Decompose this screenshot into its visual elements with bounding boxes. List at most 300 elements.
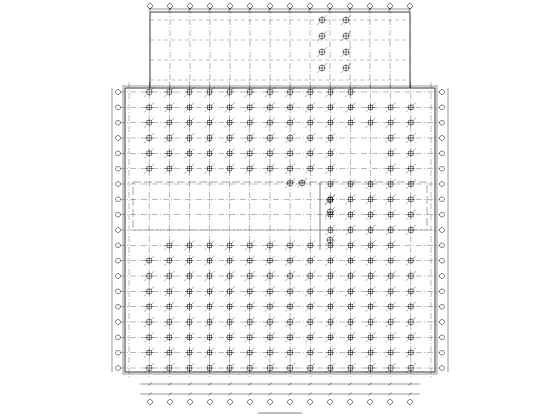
axis-bubble	[168, 4, 173, 9]
column-footing	[366, 194, 376, 204]
column-footing	[345, 225, 355, 235]
column-footing	[245, 302, 255, 312]
column-footing	[265, 302, 275, 312]
column-footing	[325, 348, 335, 358]
column-footing	[386, 332, 396, 342]
column-footing	[205, 332, 215, 342]
column-footing	[285, 118, 295, 128]
axis-bubble	[440, 366, 445, 371]
column-footing	[366, 225, 376, 235]
axis-bubble	[228, 400, 233, 405]
column-footing	[325, 195, 335, 205]
column-footing	[325, 102, 335, 112]
column-footing	[386, 148, 396, 158]
column-footing	[225, 164, 235, 174]
column-footing	[245, 118, 255, 128]
column-footing	[366, 179, 376, 189]
open-bay-outline	[133, 182, 427, 230]
column-footing	[406, 363, 416, 373]
column-footing	[164, 87, 174, 97]
axis-bubble	[148, 4, 153, 9]
column-footing	[184, 240, 194, 250]
column-footing	[386, 363, 396, 373]
column-footing	[366, 363, 376, 373]
column-footing	[285, 317, 295, 327]
column-footing	[406, 148, 416, 158]
axis-bubble	[116, 274, 121, 279]
axis-bubble	[116, 212, 121, 217]
column-footing	[225, 240, 235, 250]
column-footing	[366, 286, 376, 296]
column-footing	[305, 240, 315, 250]
column-footing	[325, 302, 335, 312]
column-footing	[184, 302, 194, 312]
column-footing	[184, 332, 194, 342]
column-footing	[325, 332, 335, 342]
column-footing	[345, 210, 355, 220]
column-footing	[406, 179, 416, 189]
axis-bubble	[440, 304, 445, 309]
axis-bubble	[116, 335, 121, 340]
axis-bubble	[440, 320, 445, 325]
column-footing	[184, 102, 194, 112]
column-footing	[144, 164, 154, 174]
column-footing	[406, 102, 416, 112]
column-footing	[144, 348, 154, 358]
axis-bubble	[328, 4, 333, 9]
column-footing	[345, 286, 355, 296]
column-footing	[317, 31, 327, 41]
column-footing	[345, 118, 355, 128]
axis-bubble	[440, 120, 445, 125]
axis-bubble	[440, 105, 445, 110]
axis-bubble	[168, 400, 173, 405]
column-footing	[386, 286, 396, 296]
column-footing	[225, 348, 235, 358]
column-footing	[366, 271, 376, 281]
axis-bubble	[388, 400, 393, 405]
column-footing	[406, 225, 416, 235]
column-footing	[386, 302, 396, 312]
column-footing-marks	[144, 15, 416, 373]
axis-bubble	[116, 105, 121, 110]
column-footing	[164, 148, 174, 158]
column-footing	[265, 332, 275, 342]
column-footing	[144, 148, 154, 158]
axis-bubble	[440, 274, 445, 279]
column-footing	[345, 179, 355, 189]
axis-bubble	[116, 258, 121, 263]
column-footing	[325, 133, 335, 143]
column-footing	[205, 87, 215, 97]
column-footing	[205, 256, 215, 266]
axis-bubble	[440, 335, 445, 340]
column-footing	[341, 15, 351, 25]
column-footing	[205, 148, 215, 158]
column-footing	[285, 148, 295, 158]
column-footing	[144, 286, 154, 296]
axis-bubble	[116, 120, 121, 125]
column-footing	[164, 317, 174, 327]
column-footing	[225, 133, 235, 143]
column-footing	[184, 164, 194, 174]
column-footing	[285, 302, 295, 312]
column-footing	[225, 118, 235, 128]
column-footing	[164, 256, 174, 266]
axis-bubble	[440, 166, 445, 171]
column-footing	[305, 271, 315, 281]
column-footing	[285, 102, 295, 112]
axis-bubble	[440, 258, 445, 263]
column-footing	[406, 118, 416, 128]
column-footing	[144, 271, 154, 281]
axis-bubble	[268, 4, 273, 9]
column-footing	[366, 302, 376, 312]
axis-bubble	[116, 289, 121, 294]
column-footing	[406, 348, 416, 358]
column-footing	[164, 102, 174, 112]
column-footing	[164, 240, 174, 250]
column-footing	[386, 194, 396, 204]
axis-bubble	[116, 366, 121, 371]
axis-bubble	[116, 136, 121, 141]
column-footing	[245, 164, 255, 174]
axis-bubble	[288, 400, 293, 405]
column-footing	[305, 256, 315, 266]
axis-bubble	[368, 4, 373, 9]
column-footing	[144, 302, 154, 312]
column-footing	[164, 133, 174, 143]
column-footing	[386, 256, 396, 266]
column-footing	[164, 118, 174, 128]
column-footing	[305, 87, 315, 97]
column-footing	[325, 194, 335, 204]
axis-bubble	[248, 400, 253, 405]
column-footing	[205, 302, 215, 312]
column-footing	[265, 348, 275, 358]
column-footing	[325, 210, 335, 220]
column-footing	[386, 210, 396, 220]
axis-bubble	[440, 151, 445, 156]
column-footing	[386, 164, 396, 174]
axis-bubble	[440, 228, 445, 233]
column-footing	[345, 271, 355, 281]
column-footing	[184, 286, 194, 296]
column-footing	[245, 286, 255, 296]
column-footing	[205, 271, 215, 281]
column-footing	[225, 256, 235, 266]
column-footing	[265, 363, 275, 373]
axis-bubble	[388, 4, 393, 9]
column-footing	[345, 332, 355, 342]
column-footing	[265, 271, 275, 281]
axis-bubble	[208, 4, 213, 9]
column-footing	[265, 240, 275, 250]
column-footing	[386, 225, 396, 235]
column-footing	[205, 363, 215, 373]
column-footing	[164, 363, 174, 373]
column-footing	[366, 256, 376, 266]
column-footing	[406, 164, 416, 174]
column-footing	[285, 133, 295, 143]
axis-bubble	[308, 4, 313, 9]
column-footing	[184, 87, 194, 97]
column-footing	[285, 256, 295, 266]
column-footing	[366, 102, 376, 112]
column-footing	[317, 63, 327, 73]
column-footing	[144, 118, 154, 128]
column-footing	[317, 47, 327, 57]
column-footing	[325, 256, 335, 266]
axis-bubble	[116, 182, 121, 187]
axis-bubble	[248, 4, 253, 9]
column-footing	[164, 302, 174, 312]
axis-bubble	[116, 151, 121, 156]
column-footing	[285, 164, 295, 174]
column-footing	[386, 271, 396, 281]
column-footing	[305, 164, 315, 174]
axis-bubble	[268, 400, 273, 405]
column-footing	[386, 240, 396, 250]
column-footing	[164, 271, 174, 281]
column-footing	[305, 317, 315, 327]
column-footing	[325, 118, 335, 128]
axis-bubble	[188, 4, 193, 9]
column-footing	[225, 286, 235, 296]
axis-bubble	[408, 400, 413, 405]
column-footing	[341, 47, 351, 57]
column-footing	[406, 302, 416, 312]
column-footing	[406, 194, 416, 204]
column-footing	[205, 240, 215, 250]
axis-bubble	[188, 400, 193, 405]
column-footing	[325, 286, 335, 296]
column-footing	[285, 332, 295, 342]
column-footing	[265, 286, 275, 296]
column-footing	[406, 133, 416, 143]
column-footing	[184, 271, 194, 281]
column-footing	[325, 148, 335, 158]
column-footing	[265, 164, 275, 174]
top-wing-outline	[150, 12, 410, 88]
column-footing	[285, 286, 295, 296]
column-footing	[205, 286, 215, 296]
axis-bubble	[440, 182, 445, 187]
column-footing	[386, 133, 396, 143]
column-footing	[317, 15, 327, 25]
column-footing	[325, 179, 335, 189]
column-footing	[325, 225, 335, 235]
axis-bubble	[116, 350, 121, 355]
column-footing	[305, 332, 315, 342]
column-footing	[406, 210, 416, 220]
column-footing	[325, 240, 335, 250]
axis-bubble	[440, 350, 445, 355]
column-footing	[164, 348, 174, 358]
axis-bubble	[116, 197, 121, 202]
column-footing	[245, 363, 255, 373]
column-footing	[386, 102, 396, 112]
column-footing	[205, 133, 215, 143]
axis-bubble	[440, 136, 445, 141]
column-footing	[325, 235, 335, 245]
axis-bubble	[116, 90, 121, 95]
column-footing	[325, 87, 335, 97]
column-footing	[285, 271, 295, 281]
column-footing	[245, 87, 255, 97]
axis-grid-lines	[119, 8, 441, 378]
axis-bubble	[440, 197, 445, 202]
column-footing	[225, 302, 235, 312]
column-footing	[345, 363, 355, 373]
column-footing	[184, 348, 194, 358]
column-footing	[386, 348, 396, 358]
axis-bubbles	[116, 4, 445, 405]
dimension-lines	[112, 8, 448, 414]
column-footing	[305, 102, 315, 112]
column-footing	[225, 87, 235, 97]
column-footing	[305, 118, 315, 128]
column-footing	[245, 133, 255, 143]
column-footing	[245, 148, 255, 158]
column-footing	[265, 102, 275, 112]
column-footing	[345, 240, 355, 250]
column-footing	[205, 164, 215, 174]
column-footing	[265, 256, 275, 266]
axis-bubble	[116, 243, 121, 248]
column-footing	[144, 317, 154, 327]
axis-bubble	[440, 90, 445, 95]
column-footing	[406, 317, 416, 327]
column-footing	[406, 256, 416, 266]
column-footing	[366, 240, 376, 250]
column-footing	[345, 256, 355, 266]
column-footing	[265, 118, 275, 128]
column-footing	[345, 194, 355, 204]
column-footing	[345, 348, 355, 358]
column-footing	[305, 286, 315, 296]
column-footing	[184, 118, 194, 128]
column-footing	[305, 348, 315, 358]
column-footing	[265, 317, 275, 327]
column-footing	[245, 102, 255, 112]
column-footing	[366, 332, 376, 342]
axis-bubble	[440, 243, 445, 248]
axis-bubble	[116, 320, 121, 325]
column-footing	[366, 317, 376, 327]
column-footing	[184, 317, 194, 327]
column-footing	[325, 164, 335, 174]
column-footing	[184, 133, 194, 143]
column-footing	[305, 133, 315, 143]
column-footing	[265, 148, 275, 158]
column-footing	[345, 102, 355, 112]
column-footing	[144, 133, 154, 143]
column-footing	[225, 271, 235, 281]
column-footing	[205, 317, 215, 327]
axis-bubble	[116, 228, 121, 233]
column-footing	[144, 332, 154, 342]
column-footing	[265, 87, 275, 97]
column-footing	[305, 363, 315, 373]
column-footing	[285, 363, 295, 373]
column-footing	[305, 148, 315, 158]
column-footing	[144, 363, 154, 373]
column-footing	[245, 256, 255, 266]
axis-bubble	[440, 212, 445, 217]
axis-bubble	[368, 400, 373, 405]
column-footing	[406, 286, 416, 296]
column-footing	[305, 302, 315, 312]
column-footing	[205, 102, 215, 112]
column-footing	[265, 133, 275, 143]
column-footing	[386, 118, 396, 128]
column-footing	[366, 118, 376, 128]
column-footing	[366, 348, 376, 358]
column-footing	[386, 317, 396, 327]
column-footing	[325, 207, 335, 217]
column-footing	[225, 332, 235, 342]
column-footing	[184, 256, 194, 266]
column-footing	[297, 178, 307, 188]
column-footing	[406, 271, 416, 281]
column-footing	[341, 63, 351, 73]
column-footing	[144, 102, 154, 112]
column-footing	[225, 363, 235, 373]
column-footing	[225, 148, 235, 158]
column-footing	[144, 87, 154, 97]
column-footing	[205, 118, 215, 128]
column-footing	[245, 271, 255, 281]
column-footing	[325, 317, 335, 327]
axis-bubble	[288, 4, 293, 9]
column-footing	[164, 332, 174, 342]
column-footing	[285, 348, 295, 358]
column-footing	[245, 348, 255, 358]
column-footing	[225, 317, 235, 327]
column-footing	[144, 256, 154, 266]
column-footing	[406, 332, 416, 342]
column-footing	[205, 348, 215, 358]
axis-bubble	[328, 400, 333, 405]
axis-bubble	[348, 400, 353, 405]
column-footing	[184, 363, 194, 373]
axis-bubble	[116, 304, 121, 309]
column-footing	[366, 210, 376, 220]
column-footing	[285, 240, 295, 250]
axis-bubble	[228, 4, 233, 9]
column-footing	[245, 317, 255, 327]
axis-bubble	[440, 289, 445, 294]
column-footing	[345, 317, 355, 327]
column-footing	[285, 178, 295, 188]
column-footing	[164, 164, 174, 174]
column-footing	[325, 271, 335, 281]
column-footing	[386, 179, 396, 189]
column-footing	[325, 363, 335, 373]
column-footing	[345, 87, 355, 97]
column-footing	[164, 286, 174, 296]
column-footing	[245, 332, 255, 342]
axis-bubble	[116, 166, 121, 171]
column-footing	[184, 148, 194, 158]
column-footing	[345, 302, 355, 312]
column-footing	[225, 102, 235, 112]
axis-bubble	[208, 400, 213, 405]
column-footing	[341, 31, 351, 41]
axis-bubble	[308, 400, 313, 405]
column-footing	[245, 240, 255, 250]
